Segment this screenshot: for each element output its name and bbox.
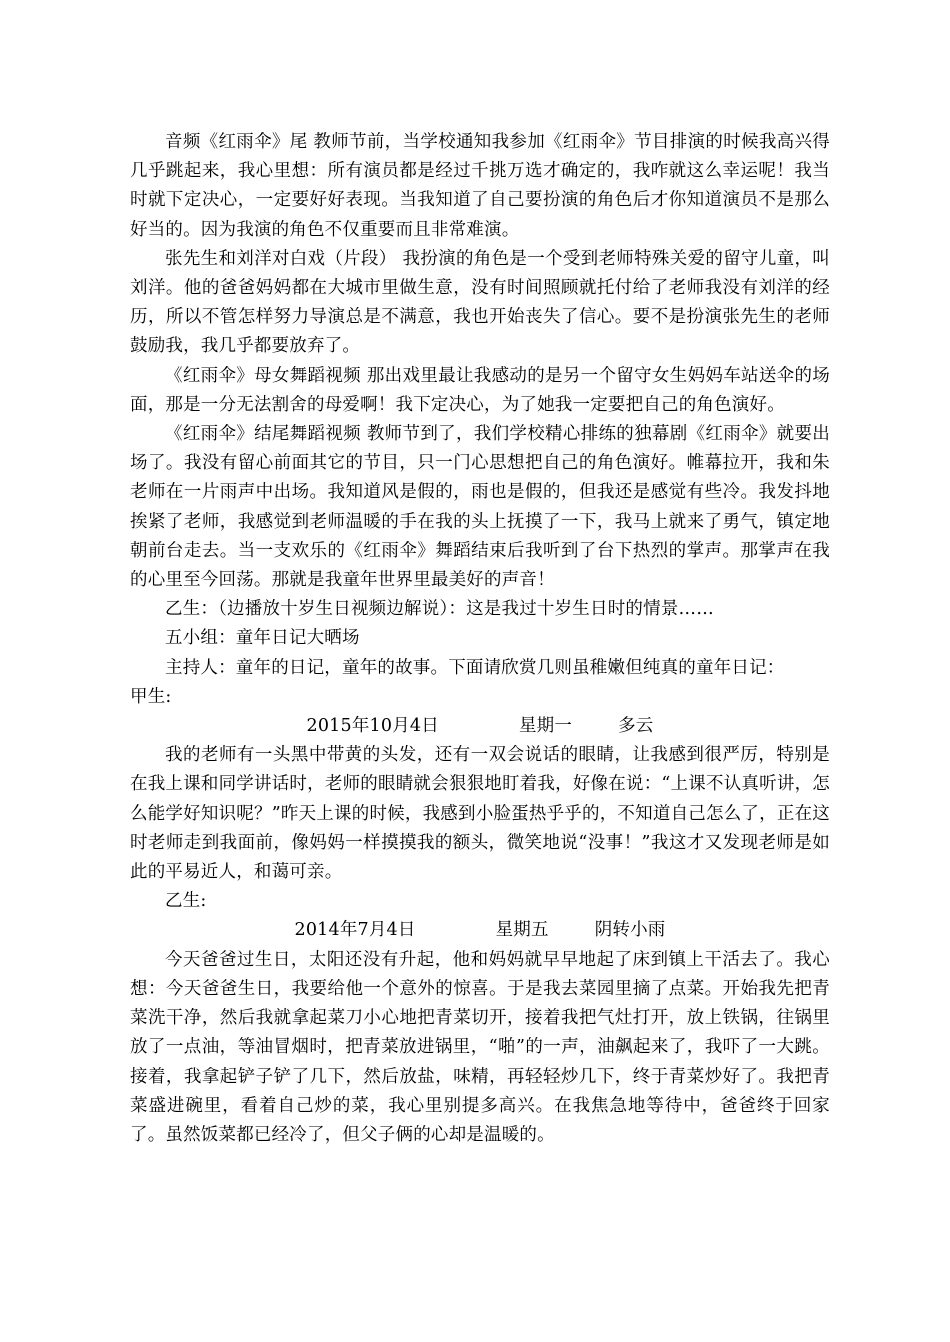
paragraph-student-a-label: 甲生: bbox=[130, 686, 172, 707]
diary-weekday: 星期一 bbox=[518, 716, 573, 737]
diary-heading-1 bbox=[130, 712, 830, 741]
document-body bbox=[130, 128, 830, 1150]
paragraph-student-b-label: 乙生: bbox=[165, 891, 207, 912]
diary-weekday: 星期五 bbox=[495, 920, 549, 941]
diary-weather: 多云 bbox=[618, 716, 654, 737]
paragraph-group-five: 五小组：童年日记大晒场 bbox=[165, 628, 360, 649]
paragraph-mother-daughter-dance: 《红雨伞》母女舞蹈视频 那出戏里最让我感动的是另一个留守女生妈妈车站送伞的场面，那是一分无法割舍的母爱啊！我下定决心，为了她我一定要把自己的角色演好。 bbox=[130, 365, 830, 415]
paragraph-diary-birthday: 今天爸爸过生日，太阳还没有升起，他和妈妈就早早地起了床到镇上干活去了。我心想：今天爸爸生日，我要给他一个意外的惊喜。于是我去菜园里摘了点菜。开始我先把青菜洗干净，然后我就拿起菜刀小心地把青菜切开，接着我把气灶打开，放上铁锅，往锅里放了一点油，等油冒烟时，把青菜放进锅里，“啪”的一声，油飙起来了，我吓了一大跳。接着，我拿起铲子铲了几下，然后放盐，味精，再轻轻炒几下，终于青菜炒好了。我把青菜盛进碗里，看着自己炒的菜，我心里别提多高兴。在我焦急地等待中，爸爸终于回家了。虽然饭菜都已经冷了，但父子俩的心却是温暖的。 bbox=[130, 949, 830, 1145]
paragraph-ending-dance: 《红雨伞》结尾舞蹈视频 教师节到了，我们学校精心排练的独幕剧《红雨伞》就要出场了。我没有留心前面其它的节目，只一门心思想把自己的角色演好。帷幕拉开，我和朱老师在一片雨声中出场。我知道风是假的，雨也是假的，但我还是感觉有些冷。我发抖地挨紧了老师，我感觉到老师温暖的手在我的头上抚摸了一下，我马上就来了勇气，镇定地朝前台走去。当一支欢乐的《红雨伞》舞蹈结束后我听到了台下热烈的掌声。那掌声在我的心里至今回荡。那就是我童年世界里最美好的声音！ bbox=[130, 424, 830, 591]
diary-date: 2014年7月4日 bbox=[294, 920, 416, 941]
paragraph-dialogue-scene: 张先生和刘洋对白戏（片段） 我扮演的角色是一个受到老师特殊关爱的留守儿童，叫刘洋。他的爸爸妈妈都在大城市里做生意，没有时间照顾就托付给了老师我没有刘洋的经历，所以不管怎样努力导演总是不满意，我也开始丧失了信心。要不是扮演张先生的老师鼓励我，我几乎都要放弃了。 bbox=[130, 248, 830, 357]
diary-weather: 阴转小雨 bbox=[594, 920, 666, 941]
paragraph-birthday-video: 乙生：（边播放十岁生日视频边解说）：这是我过十岁生日时的情景…… bbox=[165, 599, 714, 620]
diary-date: 2015年10月4日 bbox=[306, 716, 439, 737]
paragraph-audio-red-umbrella: 音频《红雨伞》尾 教师节前，当学校通知我参加《红雨伞》节目排演的时候我高兴得几乎跳起来，我心里想：所有演员都是经过千挑万选才确定的，我咋就这么幸运呢！我当时就下定决心，一定要好好表现。当我知道了自己要扮演的角色后才你知道演员不是那么好当的。因为我演的角色不仅重要而且非常难演。 bbox=[130, 132, 830, 240]
paragraph-diary-teacher: 我的老师有一头黑中带黄的头发，还有一双会说话的眼睛，让我感到很严厉，特别是在我上课和同学讲话时，老师的眼睛就会狠狠地盯着我，好像在说：“上课不认真听讲，怎么能学好知识呢？”昨天上课的时候，我感到小脸蛋热乎乎的，不知道自己怎么了，正在这时老师走到我面前，像妈妈一样摸摸我的额头，微笑地说“没事！”我这才又发现老师是如此的平易近人，和蔼可亲。 bbox=[130, 745, 830, 883]
diary-heading-2 bbox=[130, 916, 830, 945]
paragraph-host-intro: 主持人：童年的日记，童年的故事。下面请欣赏几则虽稚嫩但纯真的童年日记： bbox=[165, 657, 785, 678]
